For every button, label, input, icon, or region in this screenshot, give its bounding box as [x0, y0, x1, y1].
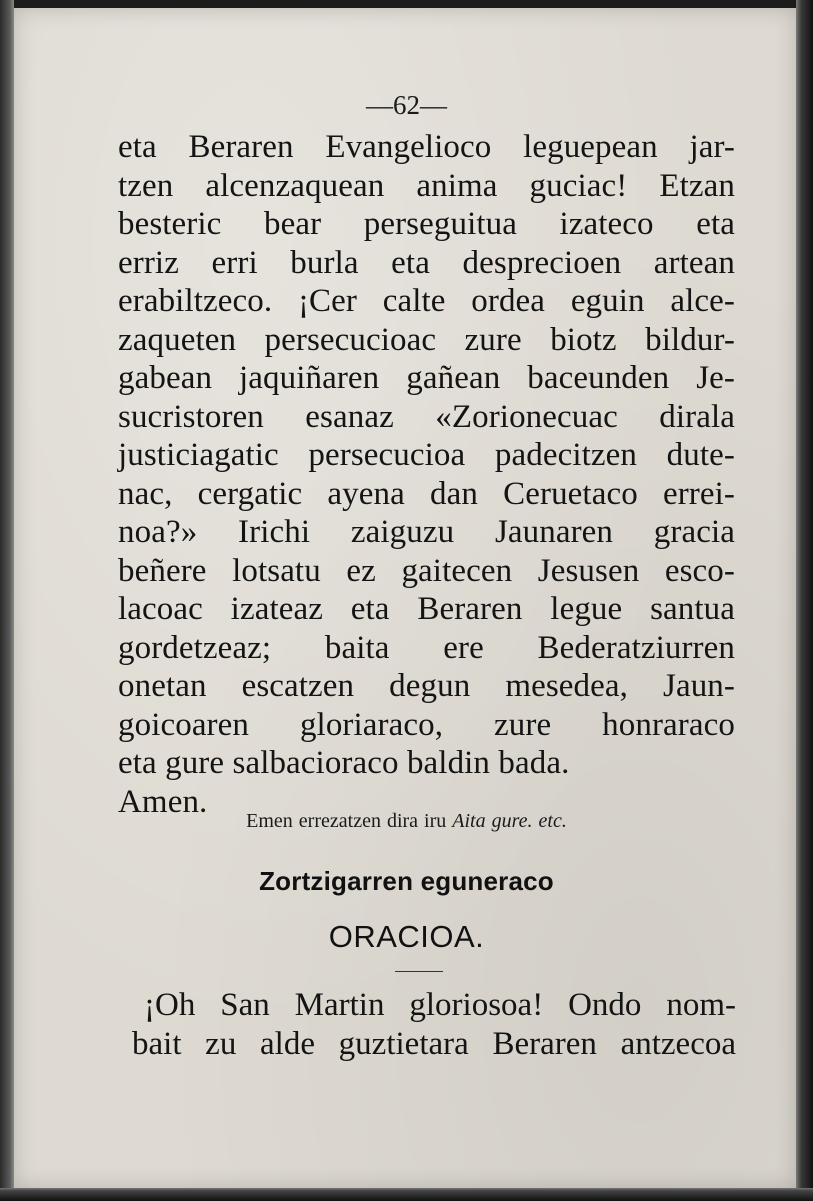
page-number: —62— [366, 90, 447, 120]
prayer-text [132, 986, 736, 1063]
text-line: noa?» Irichi zaiguzu Jaunaren gracia [118, 514, 735, 550]
prayer-note-text: Emen errezatzen dira iru [246, 810, 447, 832]
text-line: justiciagatic persecucioa padecitzen dute- [118, 437, 735, 473]
text-line: eta Beraren Evangelioco leguepean jar- [118, 129, 735, 165]
text-line: bait zu alde guztietara Beraren antzecoa [132, 1025, 736, 1062]
body-text [118, 128, 735, 821]
text-line: zaqueten persecucioac zure biotz bildur- [118, 321, 735, 358]
text-line: ¡Oh San Martin gloriosoa! Ondo nom- [144, 987, 736, 1023]
text-line: tzen alcenzaquean anima guciac! Etzan [118, 167, 735, 204]
text-line: Amen. [118, 783, 208, 820]
text-line: lacoac izateaz eta Beraren legue santua [118, 591, 735, 627]
text-line: onetan escatzen degun mesedea, Jaun- [118, 668, 735, 704]
page-left-edge [0, 0, 14, 1201]
text-line: sucristoren esanaz «Zorionecuac dirala [118, 398, 735, 435]
section-title: ORACIOA. [328, 919, 485, 954]
text-line: gordetzeaz; baita ere Bederatziurren [118, 629, 735, 666]
prayer-note-italic: Aita gure. etc. [452, 810, 567, 832]
text-line: goicoaren gloriaraco, zure honraraco [118, 706, 735, 743]
divider-rule [395, 971, 443, 972]
text-line: nac, cergatic ayena dan Ceruetaco errei- [118, 475, 735, 512]
prayer-note [0, 810, 813, 833]
page-bottom-edge [0, 1188, 813, 1201]
text-line: gabean jaquiñaren gañean baceunden Je- [118, 360, 735, 396]
text-line: besteric bear perseguitua izateco eta [118, 206, 735, 242]
text-line: eta gure salbacioraco baldin bada. [118, 745, 570, 781]
page-right-edge [796, 0, 813, 1201]
text-line: erriz erri burla eta desprecioen artean [118, 244, 735, 281]
section-heading: Zortzigarren eguneraco [259, 866, 554, 896]
text-line: beñere lotsatu ez gaitecen Jesusen esco- [118, 552, 735, 589]
text-line: erabiltzeco. ¡Cer calte ordea eguin alce- [118, 283, 735, 319]
